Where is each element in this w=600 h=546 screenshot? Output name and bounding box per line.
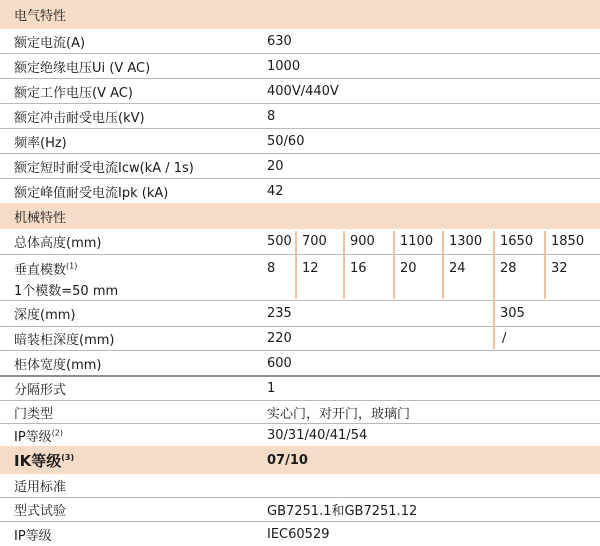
spec-row — [0, 79, 600, 104]
column-divider — [442, 231, 444, 299]
type-test-row — [0, 498, 600, 522]
height-row — [0, 229, 600, 255]
spec-label: IP等级$^{(2)}$ — [14, 428, 64, 445]
spec-value: 20 — [267, 158, 284, 174]
spec-label: 暗装柜深度(mm) — [14, 333, 115, 348]
section-title: 机械特性 — [14, 210, 67, 226]
spec-label: 柜体宽度(mm) — [14, 357, 102, 373]
depth-value: 305 — [500, 306, 525, 321]
form-row — [0, 377, 600, 401]
spec-row — [0, 54, 600, 79]
spec-label: 分隔形式 — [14, 383, 67, 398]
door-row — [0, 401, 600, 424]
spec-value: 50/60 — [267, 133, 305, 149]
height-value: 1650 — [500, 234, 534, 249]
module-value: 24 — [449, 261, 466, 276]
spec-label: 门类型 — [14, 406, 54, 422]
spec-row — [0, 179, 600, 203]
spec-value: GB7251.1和GB7251.12 — [267, 504, 418, 519]
spec-label: 额定电流(A) — [14, 35, 86, 51]
spec-label: 额定冲击耐受电压(kV) — [14, 110, 145, 126]
section-header-standards — [0, 474, 600, 498]
module-value: 28 — [500, 261, 517, 276]
column-divider — [295, 231, 297, 299]
depth-row — [0, 301, 600, 327]
section-header-electrical — [0, 0, 600, 29]
section-header-mechanical — [0, 203, 600, 229]
spec-row — [0, 29, 600, 54]
module-value: 12 — [302, 261, 319, 276]
section-title: 适用标准 — [14, 480, 67, 495]
spec-value: 07/10 — [267, 452, 308, 468]
spec-value: 8 — [267, 108, 276, 124]
height-value: 1100 — [400, 234, 434, 249]
spec-value: 630 — [267, 33, 292, 49]
module-value: 20 — [400, 261, 417, 276]
spec-label: 垂直模数$^{(1)}$ — [14, 261, 78, 278]
column-divider — [343, 231, 345, 299]
spec-label: IK等级$^{(3)}$ — [14, 451, 75, 470]
ip-row — [0, 424, 600, 446]
spec-label: 额定工作电压(V AC) — [14, 85, 133, 101]
spec-value: 1000 — [267, 58, 301, 74]
spec-value: 600 — [267, 355, 292, 371]
height-value: 900 — [350, 234, 375, 249]
spec-value: 1 — [267, 381, 276, 396]
spec-row — [0, 154, 600, 179]
recess-value: 220 — [267, 331, 292, 346]
spec-value: IEC60529 — [267, 526, 330, 542]
modules-row — [0, 255, 600, 301]
spec-label: 型式试验 — [14, 504, 67, 519]
column-divider — [544, 231, 546, 299]
spec-label: IP等级 — [14, 528, 52, 544]
modules-note: 1个模数=50 mm — [14, 284, 119, 299]
height-value: 500 — [267, 234, 292, 249]
spec-label: 总体高度(mm) — [14, 236, 102, 251]
depth-value: 235 — [267, 306, 292, 321]
spec-value: 实心门，对开门，玻璃门 — [267, 406, 411, 422]
section-title: 电气特性 — [14, 9, 67, 24]
recess-value: / — [502, 331, 507, 346]
spec-label: 额定峰值耐受电流Ipk (kA) — [14, 185, 169, 201]
spec-value: 400V/440V — [267, 83, 339, 99]
spec-value: 30/31/40/41/54 — [267, 427, 368, 443]
ik-row — [0, 446, 600, 474]
height-value: 1300 — [449, 234, 483, 249]
spec-label: 深度(mm) — [14, 308, 76, 323]
spec-label: 额定绝缘电压Ui (V AC) — [14, 60, 151, 76]
module-value: 32 — [551, 261, 568, 276]
height-value: 700 — [302, 234, 327, 249]
module-value: 16 — [350, 261, 367, 276]
ip-standard-row — [0, 522, 600, 546]
recess-row — [0, 327, 600, 351]
module-value: 8 — [267, 261, 276, 276]
height-value: 1850 — [551, 234, 585, 249]
spec-value: 42 — [267, 183, 284, 199]
column-divider — [393, 231, 395, 299]
column-divider — [493, 231, 495, 349]
width-row — [0, 351, 600, 377]
spec-row — [0, 104, 600, 129]
spec-label: 频率(Hz) — [14, 135, 67, 151]
spec-row — [0, 129, 600, 154]
spec-label: 额定短时耐受电流Icw(kA / 1s) — [14, 160, 194, 176]
